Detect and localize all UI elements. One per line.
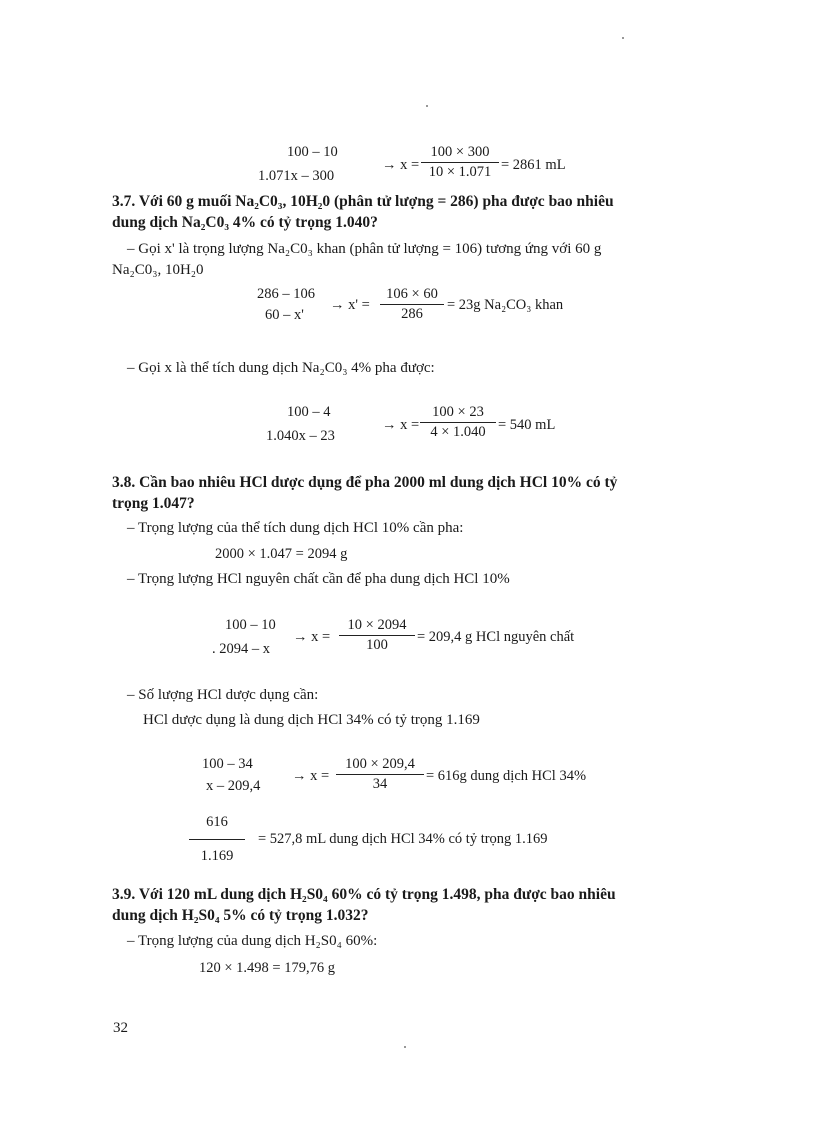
eq-arrow: → x =	[382, 417, 420, 433]
eq-result: = 23g Na₂CO₃ khan	[447, 297, 564, 313]
eq-result: = 2861 mL	[501, 157, 566, 173]
section-3-7-para1-line2: Na₂C0₃, 10H₂0	[112, 262, 204, 278]
eq-denominator: 286	[401, 306, 423, 322]
eq-fraction	[339, 617, 415, 654]
section-3-7-para1-line1: – Gọi x' là trọng lượng Na₂C0₃ khan (phân tử lượng = 106) tương ứng với 60 g	[127, 241, 602, 257]
eq-result: = 209,4 g HCl nguyên chất	[417, 629, 575, 645]
eq-numerator: 616	[189, 814, 245, 840]
eq-left-top: 100 – 10	[225, 617, 276, 633]
section-3-7-heading-line2: dung dịch Na₂C0₃ 4% có tỷ trọng 1.040?	[112, 214, 378, 231]
eq-numerator: 100 × 23	[420, 404, 496, 423]
eq-arrow: → x =	[292, 768, 330, 784]
eq-fraction	[380, 286, 444, 323]
eq-fraction	[189, 814, 245, 865]
eq-denominator: 1.169	[200, 848, 234, 864]
scan-speck	[426, 105, 428, 107]
eq-result: = 616g dung dịch HCl 34%	[426, 768, 587, 784]
eq-left-bottom: x – 209,4	[206, 778, 261, 794]
eq-left-top: 100 – 10	[287, 144, 338, 160]
eq-result: = 527,8 mL dung dịch HCl 34% có tỷ trọng 1.169	[258, 831, 548, 847]
eq-fraction	[421, 144, 499, 181]
section-3-8-para4: HCl dược dụng là dung dịch HCl 34% có tỷ trọng 1.169	[143, 712, 480, 728]
eq-denominator: 100	[366, 637, 388, 653]
section-3-8-para2: – Trọng lượng HCl nguyên chất cần để pha dung dịch HCl 10%	[127, 571, 510, 587]
section-3-9-para1: – Trọng lượng của dung dịch H₂S0₄ 60%:	[127, 933, 378, 949]
eq-arrow: → x =	[382, 157, 420, 173]
eq-left-bottom: 60 – x'	[265, 307, 304, 323]
eq-left-top: 286 – 106	[257, 286, 315, 302]
section-3-8-calc1: 2000 × 1.047 = 2094 g	[215, 546, 348, 562]
scan-speck	[622, 37, 624, 39]
eq-left-bottom: . 2094 – x	[212, 641, 270, 657]
eq-numerator: 100 × 300	[421, 144, 499, 163]
scan-speck	[404, 1046, 406, 1048]
eq-arrow: → x' =	[330, 297, 370, 313]
eq-left-bottom: 1.071x – 300	[258, 168, 335, 184]
eq-result: = 540 mL	[498, 417, 556, 433]
section-3-8-heading-line1: 3.8. Cần bao nhiêu HCl dược dụng để pha 2000 ml dung dịch HCl 10% có tỷ	[112, 474, 618, 491]
eq-denominator: 4 × 1.040	[430, 424, 486, 440]
eq-left-top: 100 – 4	[287, 404, 331, 420]
eq-denominator: 34	[372, 776, 388, 792]
section-3-9-heading-line1: 3.9. Với 120 mL dung dịch H₂S0₄ 60% có tỷ trọng 1.498, pha được bao nhiêu	[112, 886, 616, 903]
eq-denominator: 10 × 1.071	[428, 164, 492, 180]
eq-arrow: → x =	[293, 629, 331, 645]
section-3-9-heading-line2: dung dịch H₂S0₄ 5% có tỷ trọng 1.032?	[112, 907, 369, 924]
section-3-8-para3: – Số lượng HCl dược dụng cần:	[127, 687, 319, 703]
eq-fraction	[420, 404, 496, 441]
section-3-7-heading-line1: 3.7. Với 60 g muối Na₂C0₃, 10H₂0 (phân tử lượng = 286) pha được bao nhiêu	[112, 193, 614, 210]
eq-numerator: 10 × 2094	[339, 617, 415, 636]
eq-numerator: 106 × 60	[380, 286, 444, 305]
section-3-8-heading-line2: trọng 1.047?	[112, 495, 195, 512]
eq-numerator: 100 × 209,4	[336, 756, 424, 775]
section-3-9-calc1: 120 × 1.498 = 179,76 g	[199, 960, 335, 976]
section-3-7-para2: – Gọi x là thể tích dung dịch Na₂C0₃ 4% pha được:	[127, 360, 435, 376]
eq-left-top: 100 – 34	[202, 756, 253, 772]
eq-left-bottom: 1.040x – 23	[266, 428, 335, 444]
page-number: 32	[113, 1020, 128, 1036]
section-3-8-para1: – Trọng lượng của thể tích dung dịch HCl 10% cần pha:	[127, 520, 464, 536]
eq-fraction	[336, 756, 424, 793]
